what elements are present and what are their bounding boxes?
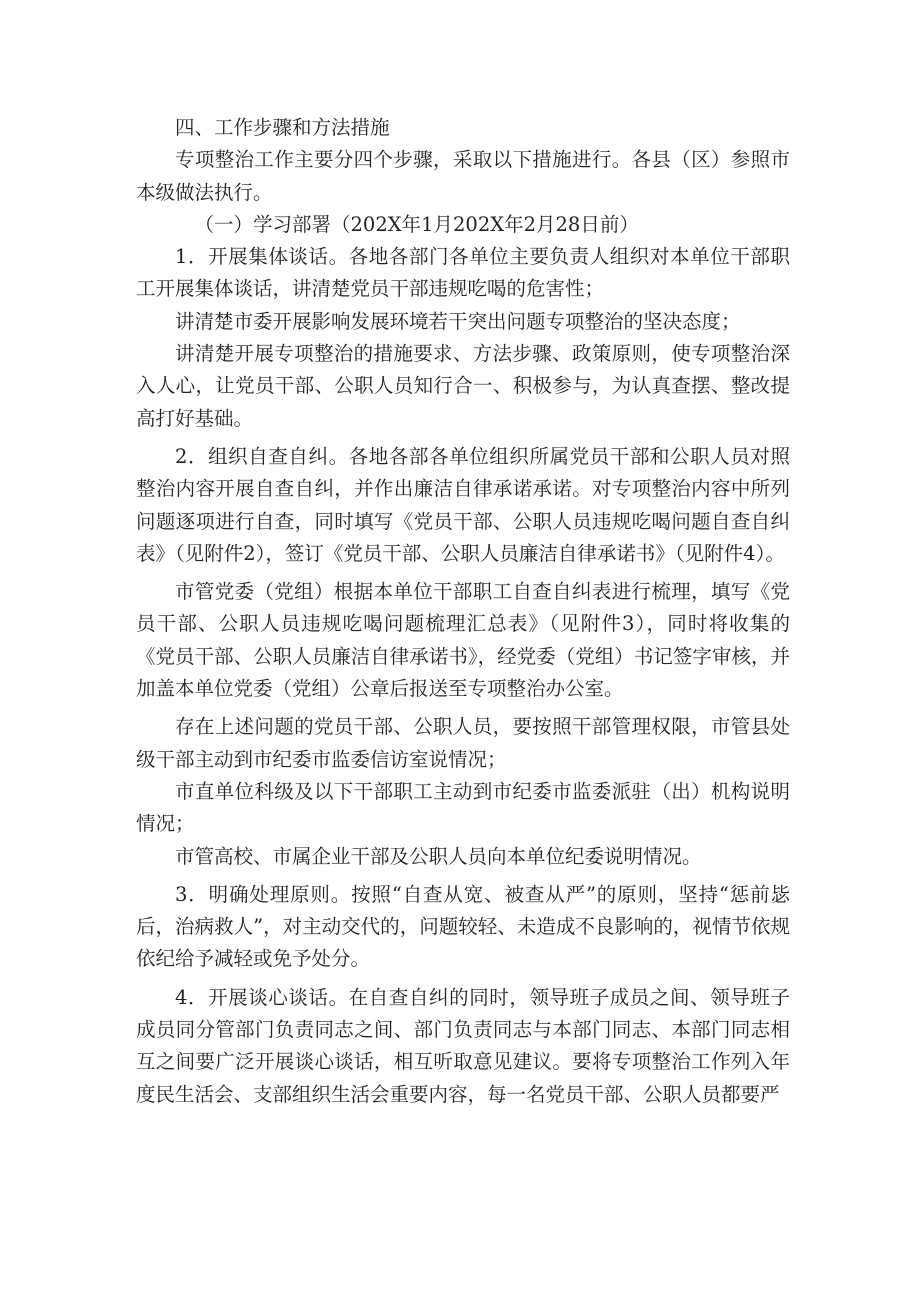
document-page	[136, 112, 790, 1111]
item2-paragraph-e: 市管高校、市属企业干部及公职人员向本单位纪委说明情况。	[175, 844, 702, 868]
stage1-heading: （一）学习部署（202X年1月202X年2月28日前）	[194, 212, 639, 236]
item4-paragraph: 4．开展谈心谈话。在自查自纠的同时，领导班子成员之间、领导班子成员同分管部门负责同志之间、部门负责同志与本部门同志、本部门同志相互之间要广泛开展谈心谈话，相互听取意见建议。要将专项整治工作列入年度民生活会、支部组织生活会重要内容，每一名党员干部、公职人员都要严	[136, 985, 790, 1106]
intro-paragraph: 专项整治工作主要分四个步骤，采取以下措施进行。各县（区）参照市本级做法执行。	[136, 148, 790, 204]
item2-paragraph-d: 市直单位科级及以下干部职工主动到市纪委市监委派驻（出）机构说明情况；	[136, 779, 790, 836]
item3-paragraph: 3．明确处理原则。按照“自查从宽、被查从严”的原则，坚持“惩前毖后，治病救人”，对主动交代的，问题较轻、未造成不良影响的，视情节依规依纪给予减轻或免予处分。	[136, 882, 790, 971]
item1-paragraph-c: 讲清楚开展专项整治的措施要求、方法步骤、政策原则，使专项整治深入人心，让党员干部、公职人员知行合一、积极参与，为认真查摆、整改提高打好基础。	[136, 342, 790, 430]
item1-paragraph: 1．开展集体谈话。各地各部门各单位主要负责人组织对本单位干部职工开展集体谈话，讲清楚党员干部违规吃喝的危害性；	[136, 245, 790, 301]
section-heading: 四、工作步骤和方法措施	[175, 116, 390, 139]
item2-paragraph-c: 存在上述问题的党员干部、公职人员，要按照干部管理权限，市管县处级干部主动到市纪委市监委信访室说情况；	[136, 715, 790, 771]
item1-paragraph-b: 讲清楚市委开展影响发展环境若干突出问题专项整治的坚决态度；	[175, 309, 741, 333]
item2-paragraph-b: 市管党委（党组）根据本单位干部职工自查自纠表进行梳理，填写《党员干部、公职人员违规吃喝问题梳理汇总表》（见附件3），同时将收集的《党员干部、公职人员廉洁自律承诺书》，经党委（党组）书记签字审核，并加盖本单位党委（党组）公章后报送至专项整治办公室。	[136, 580, 790, 701]
item2-paragraph: 2．组织自查自纠。各地各部各单位组织所属党员干部和公职人员对照整治内容开展自查自纠，并作出廉洁自律承诺承诺。对专项整治内容中所列问题逐项进行自查，同时填写《党员干部、公职人员违规吃喝问题自查自纠表》（见附件2），签订《党员干部、公职人员廉洁自律承诺书》（见附件4）。	[136, 444, 790, 565]
